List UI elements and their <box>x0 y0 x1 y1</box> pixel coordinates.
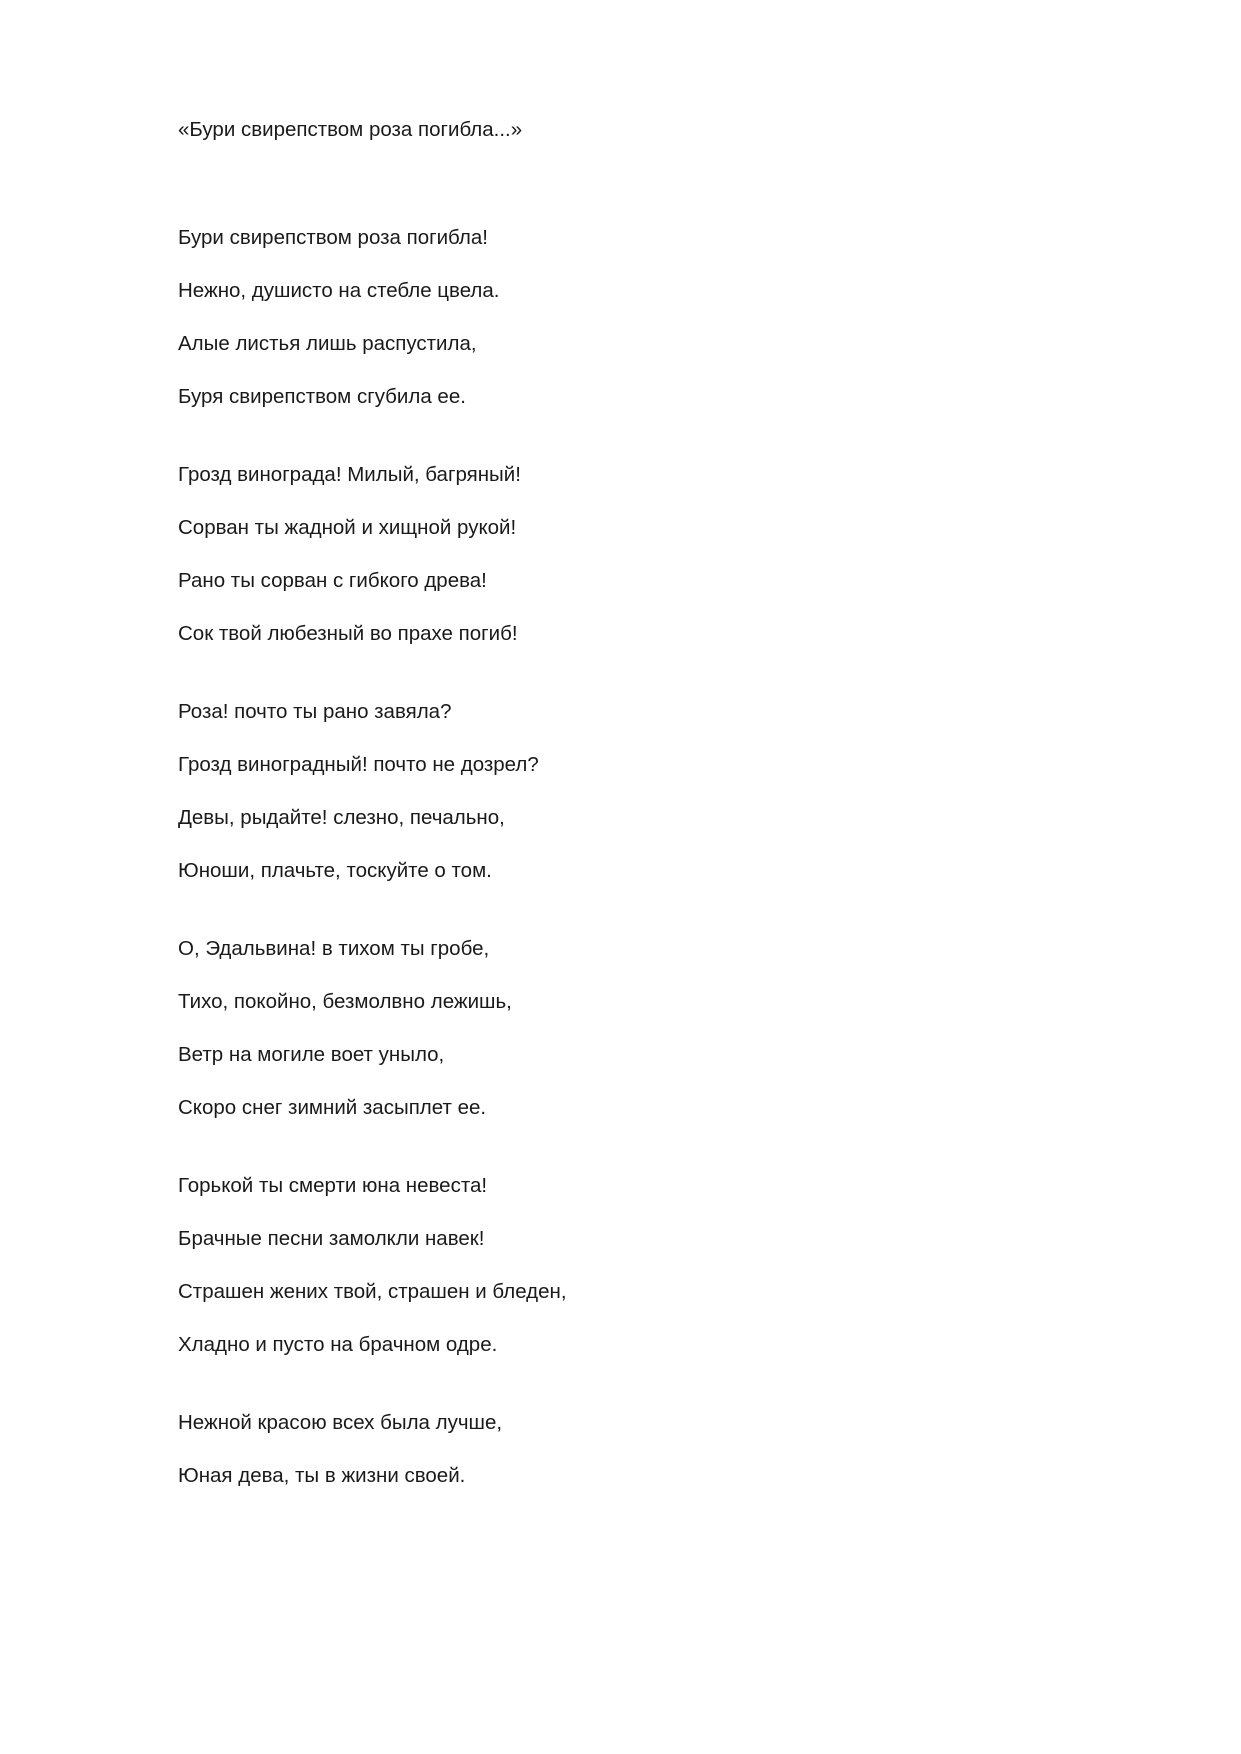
poem-line: О, Эдальвина! в тихом ты гробе, <box>178 937 490 960</box>
poem-line: Сорван ты жадной и хищной рукой! <box>178 516 517 539</box>
poem-line: Нежно, душисто на стебле цвела. <box>178 279 500 302</box>
poem-line: Юноши, плачьте, тоскуйте о том. <box>178 859 492 882</box>
stanza <box>178 463 1078 646</box>
stanza <box>178 937 1078 1120</box>
stanza <box>178 1411 1078 1488</box>
poem-line: Грозд винограда! Милый, багряный! <box>178 463 521 486</box>
poem-line: Бури свирепством роза погибла! <box>178 226 488 249</box>
poem-line: Горькой ты смерти юна невеста! <box>178 1174 488 1197</box>
poem-line: Ветр на могиле воет уныло, <box>178 1043 445 1066</box>
poem-line: Брачные песни замолкли навек! <box>178 1227 485 1250</box>
poem-line: Нежной красою всех была лучше, <box>178 1411 503 1434</box>
poem-line: Буря свирепством сгубила ее. <box>178 385 466 408</box>
poem-line: Хладно и пусто на брачном одре. <box>178 1333 498 1356</box>
poem-title: «Бури свирепством роза погибла...» <box>178 118 523 141</box>
poem-line: Грозд виноградный! почто не дозрел? <box>178 753 539 776</box>
stanza <box>178 1174 1078 1357</box>
poem-line: Юная дева, ты в жизни своей. <box>178 1464 466 1487</box>
poem-line: Алые листья лишь распустила, <box>178 332 477 355</box>
stanza <box>178 226 1078 409</box>
poem-line: Страшен жених твой, страшен и бледен, <box>178 1280 567 1303</box>
poem-line: Тихо, покойно, безмолвно лежишь, <box>178 990 512 1013</box>
stanza <box>178 700 1078 883</box>
document-page <box>178 118 1078 1517</box>
poem-line: Скоро снег зимний засыплет ее. <box>178 1096 487 1119</box>
poem-line: Рано ты сорван с гибкого древа! <box>178 569 487 592</box>
poem-line: Роза! почто ты рано завяла? <box>178 700 452 723</box>
poem-line: Сок твой любезный во прахе погиб! <box>178 622 518 645</box>
poem-line: Девы, рыдайте! слезно, печально, <box>178 806 505 829</box>
